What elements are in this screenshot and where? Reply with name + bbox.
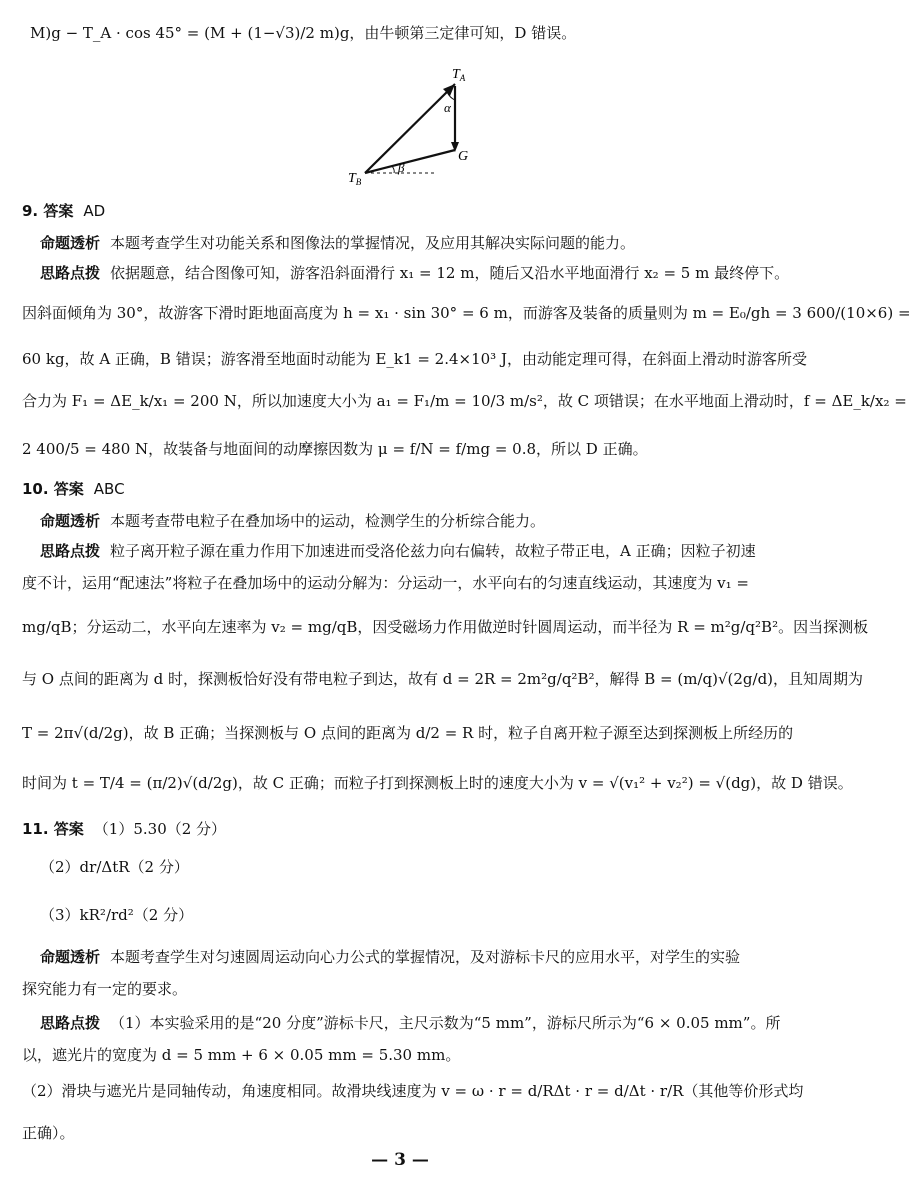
q10-l4: 与 O 点间的距离为 d 时，探测板恰好没有带电粒子到达，故有 d = 2R = 2m²g/q²B²，解得 B = (m/q)√(2g/d)，且知周期为 (22, 670, 864, 688)
q11-mtts-label: 命题透析 (40, 948, 101, 966)
q11-mtts-text2: 探究能力有一定的要求。 (22, 980, 188, 998)
q11-a1: （1）5.30（2 分） (93, 820, 227, 838)
ta-label: $T_A$ (452, 67, 466, 83)
ta-vector (365, 84, 455, 173)
q9-l3: 60 kg，故 A 正确，B 错误；游客滑至地面时动能为 E_k1 = 2.4×10³ J，由动能定理可得，在斜面上滑动时游客所受 (22, 350, 807, 368)
q10-l3: mg/qB；分运动二，水平向左速率为 v₂ = mg/qB，因受磁场力作用做逆时针圆周运动，而半径为 R = m²g/q²B²。因当探测板 (22, 618, 869, 636)
beta-arc (392, 166, 394, 173)
q9-answer: AD (83, 202, 106, 220)
q9-mtts-line (40, 232, 778, 254)
q9-sldb-label: 思路点拨 (40, 264, 101, 282)
q10-l5: T = 2π√(d/2g)，故 B 正确；当探测板与 O 点间的距离为 d/2 = R 时，粒子自离开粒子源至达到探测板上所经历的 (22, 724, 794, 742)
q9-sldb-line (40, 262, 790, 284)
formula-line: M)g − T_A · cos 45° = (M + (1−√3)/2 m)g，由牛顿第三定律可知，D 错误。 (30, 24, 577, 42)
q11-a3: （3）kR²/rd²（2 分） (40, 906, 194, 924)
q10-answer: ABC (93, 480, 125, 498)
q9-l5: 2 400/5 = 480 N，故装备与地面间的动摩擦因数为 μ = f/N = f/mg = 0.8，所以 D 正确。 (22, 440, 648, 458)
q11-sldb-label: 思路点拨 (40, 1014, 101, 1032)
force-triangle-diagram (340, 60, 480, 190)
q10-l6: 时间为 t = T/4 = (π/2)√(d/2g)，故 C 正确；而粒子打到探测板上时的速度大小为 v = √(v₁² + v₂²) = √(dg)，故 D 错误。 (22, 774, 853, 792)
q11-mtts-text1: 本题考查学生对匀速圆周运动向心力公式的掌握情况，及对游标卡尺的应用水平，对学生的实验 (110, 948, 741, 966)
alpha-label: α (444, 100, 451, 115)
q10-header: 10. 答案 (22, 480, 84, 498)
q10-answer-line (22, 478, 778, 500)
q9-answer-line (22, 200, 778, 222)
q10-mtts-label: 命题透析 (40, 512, 101, 530)
q10-mtts-line (40, 510, 778, 532)
g-label: G (458, 149, 469, 164)
q10-sldb-line (40, 540, 778, 562)
beta-label: β (398, 160, 405, 175)
q11-answer-line (22, 818, 778, 840)
q11-header: 11. 答案 (22, 820, 84, 838)
q10-l2: 度不计，运用“配速法”将粒子在叠加场中的运动分解为：分运动一，水平向右的匀速直线运动，其速度为 v₁ = (22, 574, 749, 592)
q11-l3: （2）滑块与遮光片是同轴传动，角速度相同。故滑块线速度为 v = ω · r = d/RΔt · r = d/Δt · r/R（其他等价形式均 (22, 1082, 804, 1100)
q11-l2: 以，遮光片的宽度为 d = 5 mm + 6 × 0.05 mm = 5.30 mm。 (22, 1046, 461, 1064)
q10-sldb-label: 思路点拨 (40, 542, 101, 560)
q9-l2: 因斜面倾角为 30°，故游客下滑时距地面高度为 h = x₁ · sin 30° = 6 m，而游客及装备的质量则为 m = E₀/gh = 3 600/(10×6) = (22, 304, 911, 322)
q9-l4: 合力为 F₁ = ΔE_k/x₁ = 200 N，所以加速度大小为 a₁ = F₁/m = 10/3 m/s²，故 C 项错误；在水平地面上滑动时，f = ΔE_k/x₂ = (22, 392, 907, 410)
q10-mtts-text: 本题考查带电粒子在叠加场中的运动，检测学生的分析综合能力。 (110, 512, 546, 530)
q11-sldb-line (40, 1012, 781, 1034)
q9-header: 9. 答案 (22, 202, 74, 220)
q11-mtts-line (40, 946, 778, 968)
q9-mtts-text: 本题考查学生对功能关系和图像法的掌握情况，及应用其解决实际问题的能力。 (110, 234, 636, 252)
q11-l4: 正确）。 (22, 1124, 75, 1142)
page-number: — 3 — (371, 1150, 429, 1170)
q10-l1: 粒子离开粒子源在重力作用下加速进而受洛伦兹力向右偏转，故粒子带正电，A 正确；因粒子初速 (110, 542, 756, 560)
tb-label: $T_B$ (348, 171, 362, 187)
q9-l1: 依据题意，结合图像可知，游客沿斜面滑行 x₁ = 12 m，随后又沿水平地面滑行 x₂ = 5 m 最终停下。 (110, 264, 790, 282)
q11-a2: （2）dr/ΔtR（2 分） (40, 858, 189, 876)
q11-l1: （1）本实验采用的是“20 分度”游标卡尺，主尺示数为“5 mm”，游标尺所示为“6 × 0.05 mm”。所 (110, 1014, 781, 1032)
tb-vector (365, 150, 455, 173)
q9-mtts-label: 命题透析 (40, 234, 101, 252)
